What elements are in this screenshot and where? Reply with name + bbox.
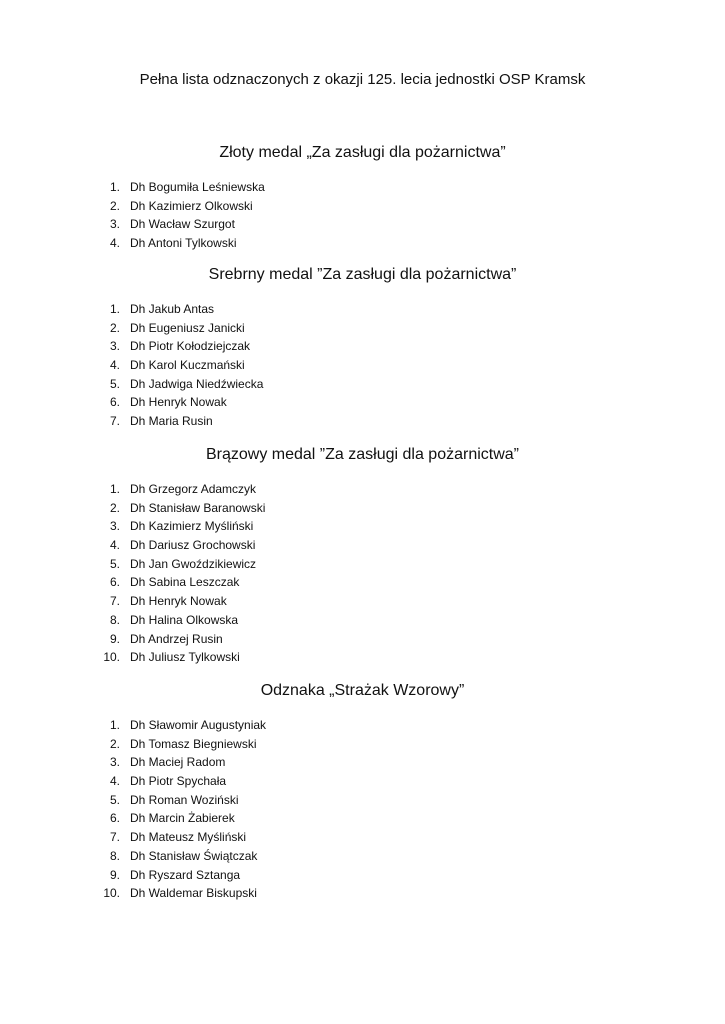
- list-item-name: Dh Kazimierz Myśliński: [130, 519, 254, 534]
- list-item-name: Dh Henryk Nowak: [130, 395, 227, 410]
- section-bronze-medal: [0, 444, 725, 667]
- awardee-list: [0, 716, 725, 903]
- list-item-number: 6.: [109, 575, 120, 590]
- list-item-name: Dh Roman Woziński: [130, 792, 239, 807]
- awardee-list: [0, 300, 725, 431]
- list-item-name: Dh Maciej Radom: [130, 755, 226, 770]
- list-item: [0, 611, 725, 630]
- list-item-number: 1.: [109, 482, 120, 496]
- list-item: [0, 884, 725, 903]
- list-item-name: Dh Jan Gwoździkiewicz: [130, 556, 257, 571]
- document-title: Pełna lista odznaczonych z okazji 125. lecia jednostki OSP Kramsk: [139, 71, 586, 88]
- list-item-number: 1.: [109, 718, 120, 732]
- list-item-number: 10.: [103, 886, 120, 901]
- list-item-number: 9.: [109, 631, 120, 646]
- section-model-firefighter-badge: [0, 680, 725, 903]
- list-item: [0, 197, 725, 216]
- section-heading: Złoty medal „Za zasługi dla pożarnictwa”: [219, 144, 506, 161]
- list-item: [0, 393, 725, 412]
- list-item-number: 2.: [109, 320, 120, 335]
- list-item-number: 3.: [109, 339, 120, 354]
- section-heading: Srebrny medal ”Za zasługi dla pożarnictwa”: [208, 266, 517, 283]
- list-item: [0, 375, 725, 394]
- list-item-number: 4.: [109, 236, 120, 251]
- list-item-name: Dh Stanisław Świątczak: [130, 848, 258, 863]
- list-item-name: Dh Dariusz Grochowski: [130, 538, 256, 553]
- list-item-number: 3.: [109, 519, 120, 534]
- section-gold-medal: [0, 142, 725, 253]
- list-item-number: 6.: [109, 811, 120, 826]
- list-item-name: Dh Andrzej Rusin: [130, 631, 223, 646]
- list-item: [0, 648, 725, 667]
- list-item-name: Dh Mateusz Myśliński: [130, 830, 247, 845]
- list-item: [0, 866, 725, 885]
- list-item-number: 6.: [109, 395, 120, 410]
- list-item: [0, 412, 725, 431]
- list-item-name: Dh Piotr Kołodziejczak: [130, 339, 251, 354]
- list-item: [0, 791, 725, 810]
- section-silver-medal: [0, 264, 725, 431]
- list-item-number: 2.: [109, 500, 120, 515]
- list-item-number: 4.: [109, 358, 120, 373]
- list-item-name: Dh Karol Kuczmański: [130, 358, 245, 373]
- list-item-number: 10.: [103, 650, 120, 665]
- list-item-name: Dh Sławomir Augustyniak: [130, 718, 267, 732]
- list-item: [0, 300, 725, 319]
- list-item: [0, 735, 725, 754]
- list-item: [0, 536, 725, 555]
- list-item-name: Dh Maria Rusin: [130, 414, 213, 429]
- list-item-name: Dh Wacław Szurgot: [130, 217, 235, 232]
- list-item: [0, 356, 725, 375]
- list-item: [0, 499, 725, 518]
- list-item-number: 1.: [109, 302, 120, 316]
- list-item-number: 2.: [109, 736, 120, 751]
- list-item-number: 9.: [109, 867, 120, 882]
- list-item: [0, 573, 725, 592]
- section-heading: Odznaka „Strażak Wzorowy”: [260, 682, 465, 699]
- list-item: [0, 555, 725, 574]
- list-item-number: 1.: [109, 180, 120, 194]
- list-item-name: Dh Henryk Nowak: [130, 594, 227, 609]
- list-item-name: Dh Jadwiga Niedźwiecka: [130, 376, 264, 391]
- list-item: [0, 215, 725, 234]
- list-item: [0, 847, 725, 866]
- list-item-name: Dh Bogumiła Leśniewska: [130, 180, 265, 194]
- list-item-name: Dh Ryszard Sztanga: [130, 867, 241, 882]
- list-item-name: Dh Sabina Leszczak: [130, 575, 240, 590]
- list-item-number: 5.: [109, 556, 120, 571]
- list-item-name: Dh Tomasz Biegniewski: [130, 736, 257, 751]
- list-item: [0, 234, 725, 253]
- list-item-number: 4.: [109, 538, 120, 553]
- list-item-number: 3.: [109, 217, 120, 232]
- list-item: [0, 178, 725, 197]
- list-item-name: Dh Marcin Żabierek: [130, 811, 235, 826]
- list-item-name: Dh Antoni Tylkowski: [130, 236, 237, 251]
- list-item-number: 7.: [109, 830, 120, 845]
- list-item-name: Dh Grzegorz Adamczyk: [130, 482, 257, 496]
- list-item-name: Dh Kazimierz Olkowski: [130, 198, 253, 213]
- list-item-name: Dh Piotr Spychała: [130, 774, 227, 789]
- list-item-name: Dh Jakub Antas: [130, 302, 215, 316]
- list-item: [0, 828, 725, 847]
- list-item-number: 7.: [109, 594, 120, 609]
- list-item: [0, 319, 725, 338]
- list-item-number: 8.: [109, 848, 120, 863]
- awardee-list: [0, 178, 725, 253]
- list-item-name: Dh Waldemar Biskupski: [130, 886, 257, 901]
- list-item: [0, 716, 725, 735]
- list-item-number: 5.: [109, 792, 120, 807]
- list-item-name: Dh Stanisław Baranowski: [130, 500, 266, 515]
- awardee-list: [0, 480, 725, 667]
- list-item: [0, 517, 725, 536]
- list-item: [0, 753, 725, 772]
- list-item-name: Dh Halina Olkowska: [130, 612, 239, 627]
- list-item-number: 2.: [109, 198, 120, 213]
- list-item-name: Dh Juliusz Tylkowski: [130, 650, 240, 665]
- list-item: [0, 630, 725, 649]
- list-item-number: 4.: [109, 774, 120, 789]
- list-item-number: 7.: [109, 414, 120, 429]
- list-item: [0, 809, 725, 828]
- section-heading: Brązowy medal ”Za zasługi dla pożarnictwa”: [205, 446, 519, 463]
- list-item-number: 5.: [109, 376, 120, 391]
- list-item-number: 8.: [109, 612, 120, 627]
- list-item: [0, 480, 725, 499]
- list-item: [0, 592, 725, 611]
- list-item-number: 3.: [109, 755, 120, 770]
- list-item: [0, 337, 725, 356]
- list-item-name: Dh Eugeniusz Janicki: [130, 320, 245, 335]
- list-item: [0, 772, 725, 791]
